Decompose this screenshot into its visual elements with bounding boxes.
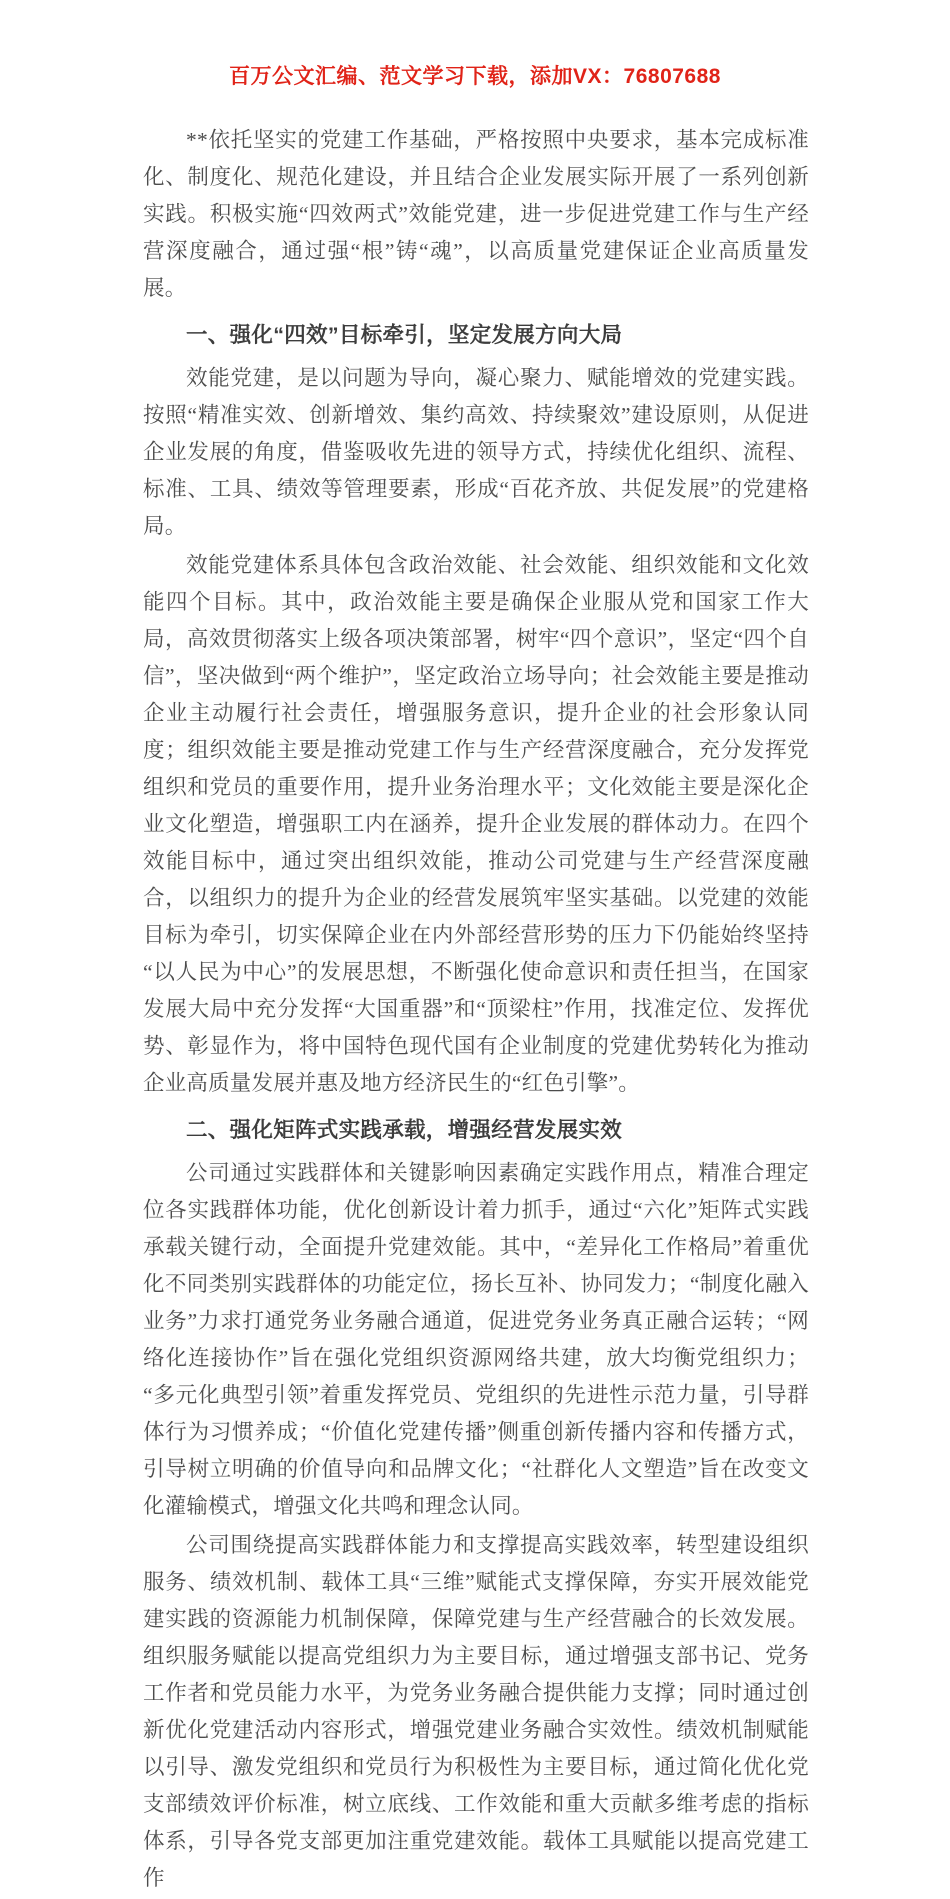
section-one-paragraph-1: 效能党建，是以问题为导向，凝心聚力、赋能增效的党建实践。按照“精准实效、创新增效、集约高效、持续聚效”建设原则，从促进企业发展的角度，借鉴吸收先进的领导方式，持续优化组织、流程、标准、工具、绩效等管理要素，形成“百花齐放、共促发展”的党建格局。: [143, 366, 809, 538]
section-heading-one: 一、强化“四效”目标牵引，坚定发展方向大局: [186, 323, 623, 347]
intro-paragraph: **依托坚实的党建工作基础，严格按照中央要求，基本完成标准化、制度化、规范化建设，并且结合企业发展实际开展了一系列创新实践。积极实施“四效两式”效能党建，进一步促进党建工作与生产经营深度融合，通过强“根”铸“魂”，以高质量党建保证企业高质量发展。: [143, 128, 809, 300]
section-heading-two: 二、强化矩阵式实践承载，增强经营发展实效: [186, 1118, 623, 1142]
section-one-paragraph-2: 效能党建体系具体包含政治效能、社会效能、组织效能和文化效能四个目标。其中，政治效能主要是确保企业服从党和国家工作大局，高效贯彻落实上级各项决策部署，树牢“四个意识”，坚定“四个自信”，坚决做到“两个维护”，坚定政治立场导向；社会效能主要是推动企业主动履行社会责任，增强服务意识，提升企业的社会形象认同度；组织效能主要是推动党建工作与生产经营深度融合，充分发挥党组织和党员的重要作用，提升业务治理水平；文化效能主要是深化企业文化塑造，增强职工内在涵养，提升企业发展的群体动力。在四个效能目标中，通过突出组织效能，推动公司党建与生产经营深度融合，以组织力的提升为企业的经营发展筑牢坚实基础。以党建的效能目标为牵引，切实保障企业在内外部经营形势的压力下仍能始终坚持“以人民为中心”的发展思想，不断强化使命意识和责任担当，在国家发展大局中充分发挥“大国重器”和“顶梁柱”作用，找准定位、发挥优势、彰显作为，将中国特色现代国有企业制度的党建优势转化为推动企业高质量发展并惠及地方经济民生的“红色引擎”。: [143, 553, 809, 1095]
document-body: [143, 122, 809, 1899]
promo-banner: 百万公文汇编、范文学习下载，添加VX：76807688: [229, 65, 721, 88]
section-two-paragraph-1: 公司通过实践群体和关键影响因素确定实践作用点，精准合理定位各实践群体功能，优化创新设计着力抓手，通过“六化”矩阵式实践承载关键行动，全面提升党建效能。其中，“差异化工作格局”着重优化不同类别实践群体的功能定位，扬长互补、协同发力；“制度化融入业务”力求打通党务业务融合通道，促进党务业务真正融合运转；“网络化连接协作”旨在强化党组织资源网络共建，放大均衡党组织力；“多元化典型引领”着重发挥党员、党组织的先进性示范力量，引导群体行为习惯养成；“价值化党建传播”侧重创新传播内容和传播方式，引导树立明确的价值导向和品牌文化；“社群化人文塑造”旨在改变文化灌输模式，增强文化共鸣和理念认同。: [143, 1161, 809, 1518]
section-two-paragraph-2: 公司围绕提高实践群体能力和支撑提高实践效率，转型建设组织服务、绩效机制、载体工具“三维”赋能式支撑保障，夯实开展效能党建实践的资源能力机制保障，保障党建与生产经营融合的长效发展。组织服务赋能以提高党组织力为主要目标，通过增强支部书记、党务工作者和党员能力水平，为党务业务融合提供能力支撑；同时通过创新优化党建活动内容形式，增强党建业务融合实效性。绩效机制赋能以引导、激发党组织和党员行为积极性为主要目标，通过简化优化党支部绩效评价标准，树立底线、工作效能和重大贡献多维考虑的指标体系，引导各党支部更加注重党建效能。载体工具赋能以提高党建工作: [143, 1533, 809, 1890]
